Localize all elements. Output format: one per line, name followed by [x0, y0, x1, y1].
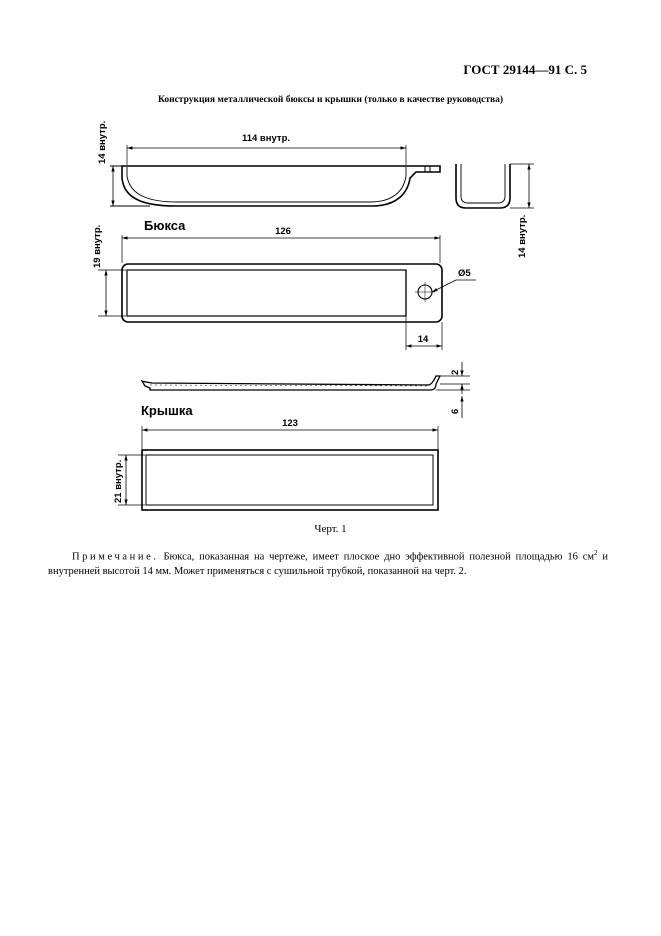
- lid-side-view: [142, 376, 470, 390]
- dim-lid-inner-width: [113, 455, 145, 505]
- note-text: Бюкса, показанная на чертеже, имеет плоское дно эффективной полезной площадью 16 см: [163, 551, 595, 563]
- dim-lid-thickness: [450, 362, 462, 394]
- dish-side-view: [110, 166, 440, 206]
- dim-label: 14: [417, 334, 429, 345]
- figure-caption: Черт. 1: [314, 523, 347, 535]
- dish-label: Бюкса: [144, 218, 186, 233]
- lid-top-view: [142, 450, 438, 510]
- dim-dish-inner-length: [127, 133, 406, 165]
- dim-label: 19 внутр.: [92, 224, 103, 268]
- note-paragraph: [48, 546, 608, 579]
- dim-label: 126: [275, 226, 291, 237]
- dim-lid-rim: [450, 396, 462, 418]
- dim-label: 21 внутр.: [113, 459, 124, 503]
- note-superscript: 2: [594, 549, 598, 557]
- dim-label: 2: [450, 369, 461, 375]
- dim-label: Ø5: [458, 268, 471, 279]
- dim-hole-diameter: [432, 268, 476, 292]
- lid-label: Крышка: [141, 403, 193, 418]
- dim-lid-length: [142, 418, 438, 449]
- dish-cross-section: [456, 164, 534, 258]
- dim-label: 14 внутр.: [517, 214, 528, 258]
- dish-top-view: [122, 264, 442, 322]
- dim-dish-inner-height: [97, 121, 113, 206]
- note-heading: Примечание.: [72, 551, 159, 563]
- dim-label: 14 внутр.: [97, 120, 108, 164]
- dim-label: 6: [450, 408, 461, 414]
- dim-tab-length: [406, 316, 442, 350]
- dim-label: 123: [282, 418, 298, 429]
- dim-label: 114 внутр.: [241, 133, 291, 144]
- figure-title: Конструкция металлической бюксы и крышки (только в качестве руководства): [157, 95, 504, 105]
- page-header: ГОСТ 29144—91 С. 5: [463, 62, 587, 77]
- dim-dish-inner-width: [92, 225, 126, 316]
- note-text-2: и внутренней высотой 14 мм. Может применяться с сушильной трубкой, показанной на черт. 2.: [48, 551, 608, 577]
